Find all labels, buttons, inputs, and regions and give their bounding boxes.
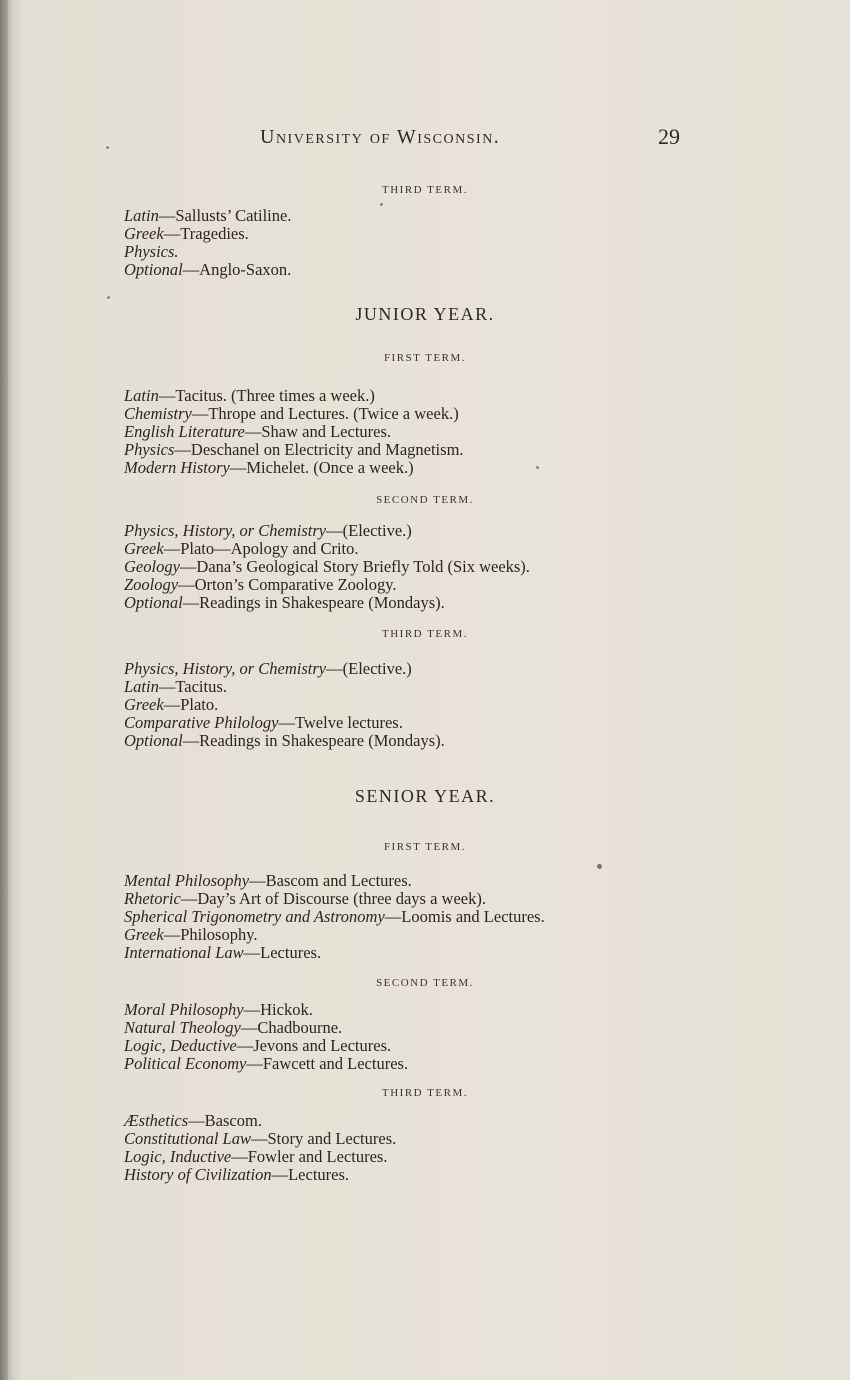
course-line (124, 459, 464, 477)
page-number: 29 (658, 124, 680, 149)
course-detail: —Jevons and Lectures. (236, 1036, 392, 1055)
term-heading: FIRST TERM. (383, 352, 467, 364)
course-list (124, 522, 530, 612)
course-line (124, 387, 464, 405)
course-line (124, 540, 530, 558)
paper-speck (106, 146, 109, 149)
course-line (124, 872, 545, 890)
course-line (124, 1019, 408, 1037)
course-list (124, 207, 291, 279)
course-detail: —Shaw and Lectures. (244, 422, 392, 441)
course-detail: —Michelet. (Once a week.) (229, 458, 414, 477)
running-title: University of Wisconsin. (260, 126, 501, 148)
course-line (124, 225, 291, 243)
course-detail: —Fowler and Lectures. (231, 1147, 388, 1166)
course-subject: Physics. (124, 242, 179, 261)
course-detail: —Hickok. (243, 1000, 313, 1019)
book-binding-edge (0, 0, 8, 1380)
course-list (124, 1001, 408, 1073)
year-heading: JUNIOR YEAR. (355, 304, 495, 324)
course-detail: —Deschanel on Electricity and Magnetism. (174, 440, 464, 459)
course-line (124, 908, 545, 926)
course-subject: Physics, History, or Chemistry (124, 659, 327, 678)
course-line (124, 261, 291, 279)
course-list (124, 1112, 396, 1184)
course-detail: —Plato—Apology and Crito. (163, 539, 359, 558)
course-line (124, 576, 530, 594)
course-subject: Zoology (124, 575, 179, 594)
course-line (124, 1001, 408, 1019)
course-detail: —Tacitus. (Three times a week.) (158, 386, 375, 405)
course-line (124, 423, 464, 441)
course-detail: —Sallusts’ Catiline. (158, 206, 292, 225)
course-subject: Constitutional Law (124, 1129, 251, 1148)
course-line (124, 660, 445, 678)
course-line (124, 1055, 408, 1073)
course-line (124, 405, 464, 423)
course-line (124, 732, 445, 750)
course-subject: Latin (124, 206, 159, 225)
term-heading: FIRST TERM. (383, 841, 467, 853)
course-detail: —Anglo-Saxon. (182, 260, 292, 279)
course-subject: Rhetoric (124, 889, 181, 908)
course-subject: Geology (124, 557, 180, 576)
course-subject: Moral Philosophy (124, 1000, 244, 1019)
course-subject: Spherical Trigonometry and Astronomy (124, 907, 385, 926)
course-line (124, 1130, 396, 1148)
course-subject: International Law (124, 943, 244, 962)
paper-speck (380, 203, 383, 206)
course-detail: —Orton’s Comparative Zoology. (178, 575, 397, 594)
paper-speck (597, 864, 602, 869)
course-detail: —Lectures. (243, 943, 322, 962)
course-detail: —(Elective.) (326, 521, 412, 540)
course-line (124, 890, 545, 908)
course-line (124, 1148, 396, 1166)
course-detail: —(Elective.) (326, 659, 412, 678)
course-detail: —Story and Lectures. (251, 1129, 397, 1148)
course-subject: Physics, History, or Chemistry (124, 521, 327, 540)
course-line (124, 594, 530, 612)
course-line (124, 558, 530, 576)
course-subject: Logic, Deductive (124, 1036, 237, 1055)
course-subject: Mental Philosophy (124, 871, 250, 890)
course-subject: Modern History (124, 458, 230, 477)
course-line (124, 441, 464, 459)
course-subject: Comparative Philology (124, 713, 279, 732)
running-head (0, 126, 850, 152)
course-subject: Æsthetics (124, 1111, 189, 1130)
term-heading: SECOND TERM. (376, 494, 474, 506)
course-subject: Chemistry (124, 404, 192, 423)
course-subject: History of Civilization (124, 1165, 272, 1184)
course-detail: —Chadbourne. (240, 1018, 343, 1037)
course-line (124, 696, 445, 714)
course-line (124, 1037, 408, 1055)
term-heading: THIRD TERM. (382, 184, 468, 196)
course-detail: —Tragedies. (163, 224, 249, 243)
course-detail: —Tacitus. (158, 677, 227, 696)
course-subject: Greek (124, 925, 164, 944)
course-subject: Optional (124, 260, 183, 279)
course-detail: —Dana’s Geological Story Briefly Told (Six weeks). (179, 557, 530, 576)
course-line (124, 678, 445, 696)
course-subject: Latin (124, 386, 159, 405)
course-line (124, 926, 545, 944)
course-detail: —Lectures. (271, 1165, 350, 1184)
course-list (124, 872, 545, 962)
paper-speck (536, 466, 539, 469)
course-subject: Natural Theology (124, 1018, 241, 1037)
course-subject: Greek (124, 539, 164, 558)
course-line (124, 944, 545, 962)
course-subject: Optional (124, 731, 183, 750)
course-subject: English Literature (124, 422, 245, 441)
course-line (124, 243, 291, 261)
term-heading: SECOND TERM. (376, 977, 474, 989)
course-line (124, 207, 291, 225)
year-heading: SENIOR YEAR. (354, 786, 496, 806)
course-subject: Greek (124, 224, 164, 243)
course-detail: —Readings in Shakespeare (Mondays). (182, 731, 445, 750)
course-list (124, 387, 464, 477)
course-list (124, 660, 445, 750)
course-line (124, 522, 530, 540)
course-subject: Logic, Inductive (124, 1147, 232, 1166)
course-detail: —Thrope and Lectures. (Twice a week.) (191, 404, 459, 423)
course-subject: Optional (124, 593, 183, 612)
course-detail: —Day’s Art of Discourse (three days a week). (180, 889, 486, 908)
course-detail: —Twelve lectures. (278, 713, 403, 732)
course-subject: Physics (124, 440, 175, 459)
term-heading: THIRD TERM. (382, 628, 468, 640)
course-subject: Greek (124, 695, 164, 714)
course-subject: Political Economy (124, 1054, 247, 1073)
course-detail: —Plato. (163, 695, 219, 714)
course-detail: —Loomis and Lectures. (384, 907, 545, 926)
course-detail: —Philosophy. (163, 925, 258, 944)
course-detail: —Bascom and Lectures. (249, 871, 412, 890)
course-line (124, 1166, 396, 1184)
course-subject: Latin (124, 677, 159, 696)
term-heading: THIRD TERM. (382, 1087, 468, 1099)
course-detail: —Readings in Shakespeare (Mondays). (182, 593, 445, 612)
course-line (124, 714, 445, 732)
course-line (124, 1112, 396, 1130)
paper-speck (107, 296, 110, 299)
course-detail: —Fawcett and Lectures. (246, 1054, 409, 1073)
course-detail: —Bascom. (188, 1111, 262, 1130)
